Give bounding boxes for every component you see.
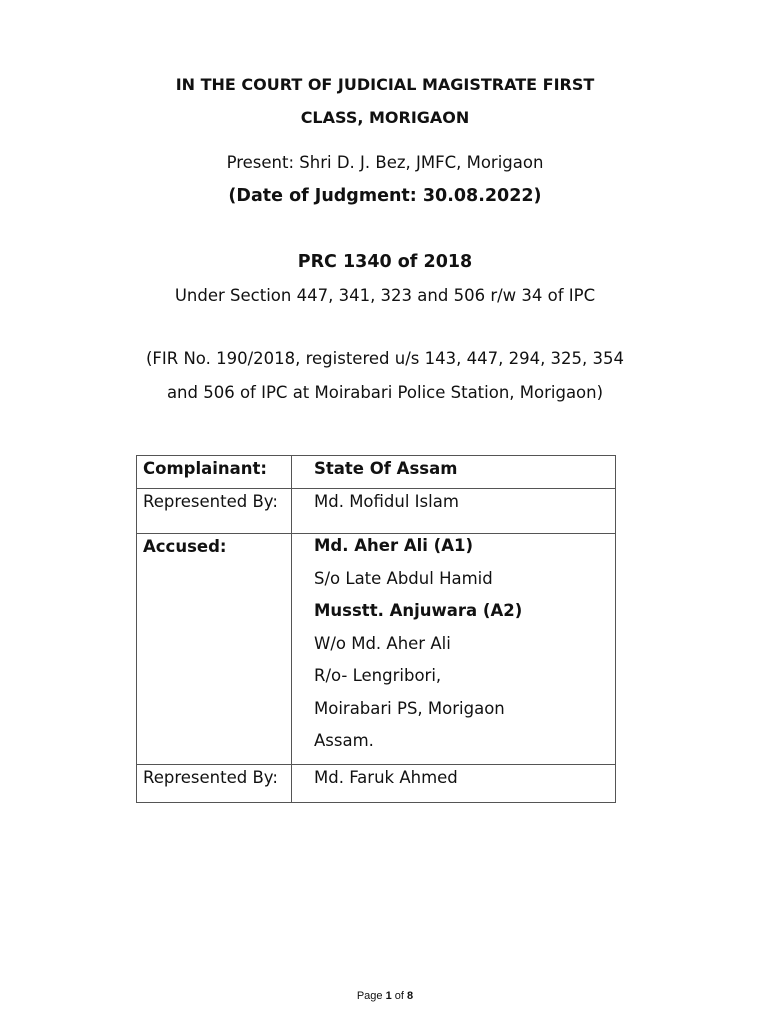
date-of-judgment: (Date of Judgment: 30.08.2022) [228, 186, 542, 206]
page-total: 8 [407, 990, 414, 1002]
table-row-complainant [137, 456, 616, 489]
court-title-line-2: CLASS, MORIGAON [300, 108, 470, 127]
accused-address-state: Assam. [314, 731, 374, 750]
complainant-value: State Of Assam [314, 459, 458, 478]
accused-1-parentage: S/o Late Abdul Hamid [314, 568, 493, 588]
complainant-rep-value: Md. Mofidul Islam [314, 492, 459, 511]
accused-rep-value: Md. Faruk Ahmed [314, 768, 458, 787]
table-row-accused [137, 534, 616, 765]
accused-label: Accused: [143, 537, 227, 556]
parties-table [136, 455, 616, 803]
accused-address-ps: Moirabari PS, Morigaon [314, 698, 505, 718]
accused-2-relation: W/o Md. Aher Ali [314, 633, 451, 653]
case-section: Under Section 447, 341, 323 and 506 r/w 34 of IPC [174, 286, 596, 305]
court-title-line-1: IN THE COURT OF JUDICIAL MAGISTRATE FIRST [175, 75, 595, 94]
case-number: PRC 1340 of 2018 [297, 252, 473, 272]
page-label: Page [356, 990, 383, 1002]
accused-1-name: Md. Aher Ali (A1) [314, 536, 473, 555]
table-row-complainant-representative [137, 489, 616, 534]
accused-rep-label: Represented By: [143, 768, 278, 787]
complainant-rep-label: Represented By: [143, 492, 278, 511]
complainant-label: Complainant: [143, 459, 268, 478]
fir-details-line-1: (FIR No. 190/2018, registered u/s 143, 447, 294, 325, 354 [145, 349, 625, 368]
page-footer [0, 990, 770, 1002]
fir-details-line-2: and 506 of IPC at Moirabari Police Station, Morigaon) [166, 383, 604, 402]
page-current: 1 [385, 990, 392, 1002]
accused-address-village: R/o- Lengribori, [314, 666, 442, 685]
page-of: of [394, 990, 404, 1002]
accused-2-name: Musstt. Anjuwara (A2) [314, 601, 523, 620]
present-officer: Present: Shri D. J. Bez, JMFC, Morigaon [226, 153, 544, 172]
table-row-accused-representative [137, 765, 616, 803]
